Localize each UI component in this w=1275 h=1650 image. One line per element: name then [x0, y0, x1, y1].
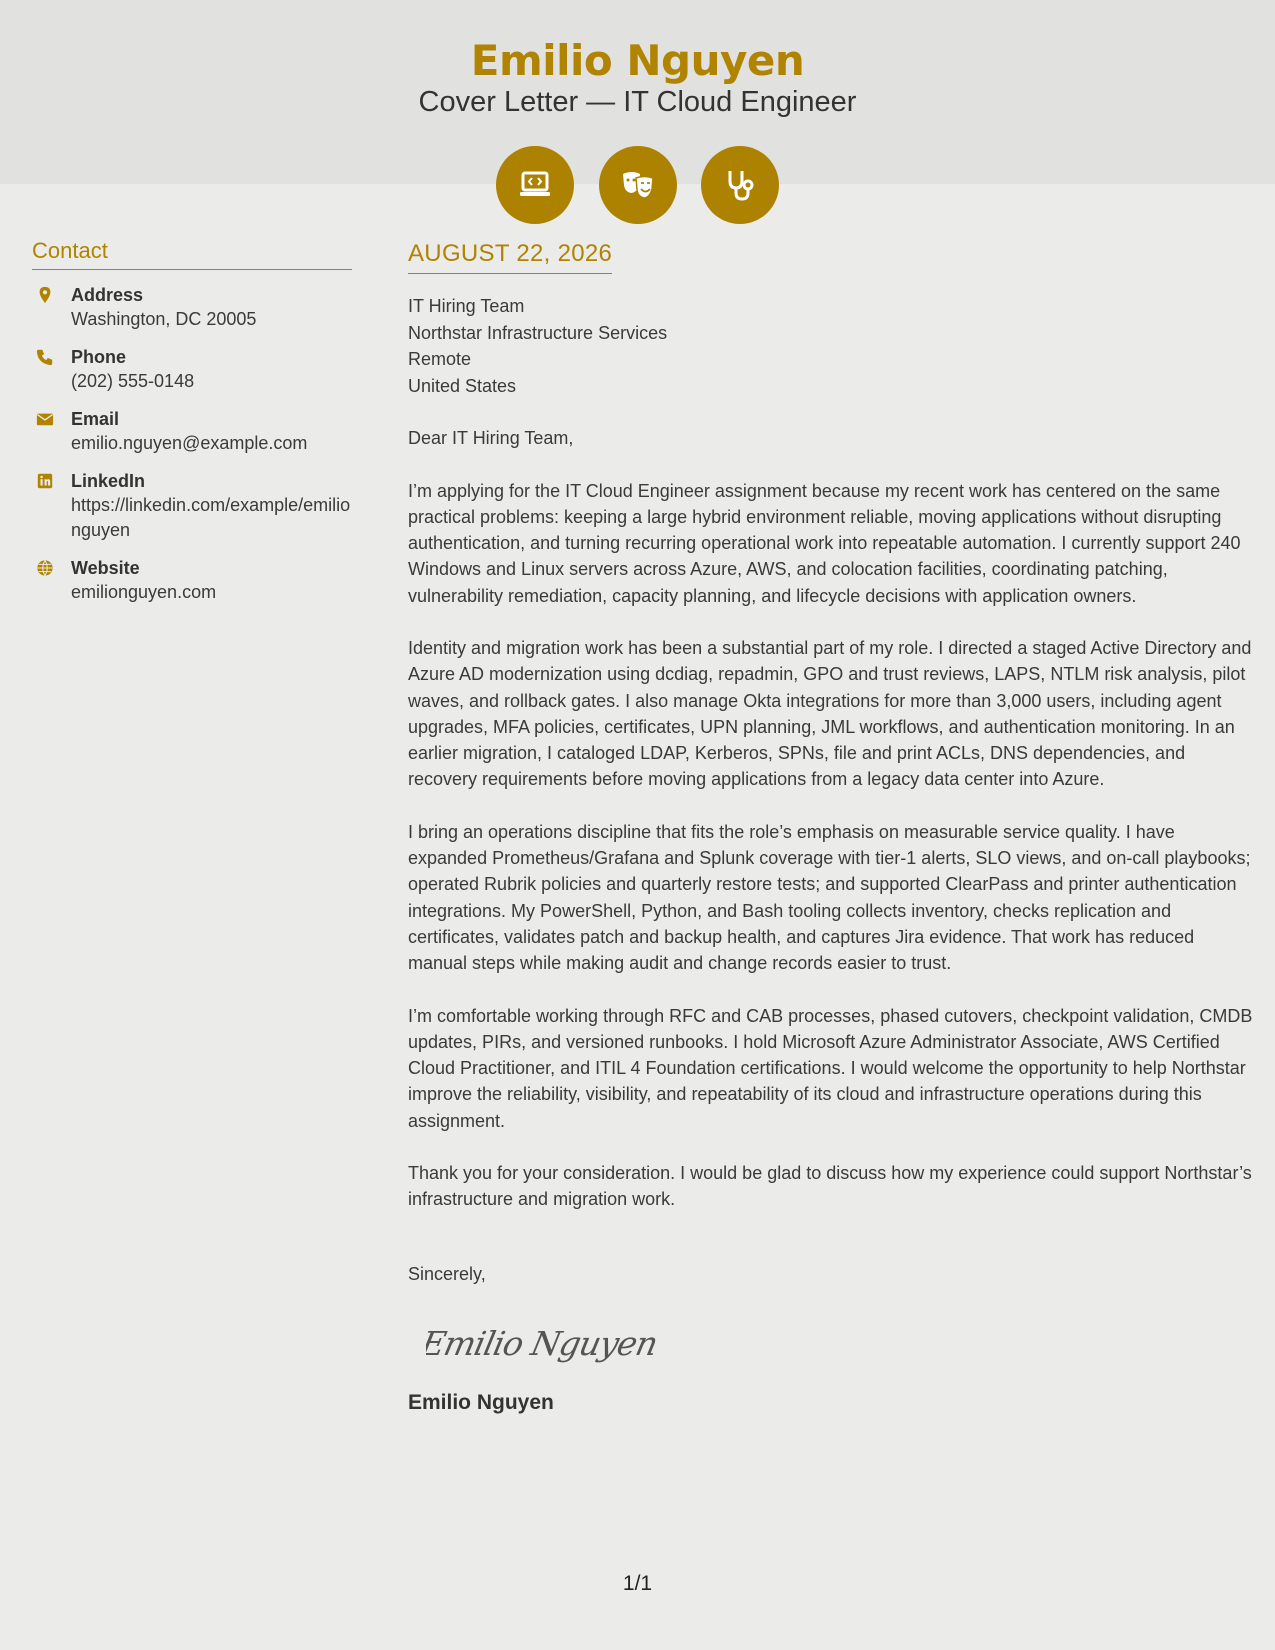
recipient-line: Northstar Infrastructure Services [408, 322, 668, 343]
page-number: 1/1 [622, 1572, 653, 1595]
contact-email [32, 407, 352, 456]
phone-icon [35, 347, 55, 367]
contact-sidebar [32, 238, 352, 605]
contact-value: emilio.nguyen@example.com [71, 433, 308, 453]
contact-linkedin [32, 469, 352, 543]
recipient-line: Remote [408, 349, 472, 369]
letter-date: AUGUST 22, 2026 [408, 240, 612, 274]
contact-address [32, 283, 352, 332]
recipient-line: United States [408, 375, 517, 396]
contact-value[interactable]: emilionguyen.com [71, 582, 217, 602]
contact-website [32, 556, 352, 605]
contact-value[interactable]: https://linkedin.com/example/emilionguyen [71, 495, 351, 540]
signer-name: Emilio Nguyen [408, 1390, 554, 1414]
body-paragraph: I bring an operations discipline that fits the role’s emphasis on measurable service quality. I have expanded Prometheus/Grafana and Splunk coverage with tier-1 alerts, SLO views, and on-call playbooks; operated Rubrik policies and quarterly restore tests; and supported ClearPass and printer authentication integrations. My PowerShell, Python, and Bash tooling collects inventory, checks replication and certificates, validates patch and backup health, and captures Jira evidence. That work has reduced manual steps while making audit and change records easier to trust. [408, 821, 1251, 974]
contact-label: Address [71, 285, 144, 305]
document-subtitle: Cover Letter — IT Cloud Engineer [418, 86, 857, 118]
stethoscope-icon [701, 146, 779, 224]
contact-label: Email [71, 409, 120, 429]
recipient-block [408, 293, 1253, 399]
body-paragraph: Thank you for your consideration. I would be glad to discuss how my experience could support Northstar’s infrastructure and migration work. [408, 1163, 1252, 1210]
signature-text: Emilio Nguyen [426, 1323, 661, 1363]
letter-body [408, 240, 1253, 1415]
contact-label: LinkedIn [71, 471, 146, 491]
body-paragraph: Identity and migration work has been a substantial part of my role. I directed a staged Active Directory and Azure AD modernization using dcdiag, repadmin, GPO and trust reviews, LAPS, NTLM risk analysis, pilot waves, and rollback gates. I also manage Okta integrations for more than 3,000 users, including agent upgrades, MFA policies, certificates, UPN planning, JML workflows, and authentication monitoring. In an earlier migration, I cataloged LDAP, Kerberos, SPNs, file and print ACLs, DNS dependencies, and recovery requirements before moving applications from a legacy data center into Azure. [408, 637, 1252, 790]
theater-masks-icon [599, 146, 677, 224]
contact-heading: Contact [32, 238, 352, 270]
map-marker-icon [35, 285, 55, 305]
contact-value: (202) 555-0148 [71, 371, 195, 391]
header-icons [0, 146, 1275, 224]
contact-phone [32, 345, 352, 394]
handwritten-signature [426, 1313, 1253, 1373]
body-paragraph: I’m comfortable working through RFC and CAB processes, phased cutovers, checkpoint validation, CMDB updates, PIRs, and versioned runbooks. I hold Microsoft Azure Administrator Associate, AWS Certified Cloud Practitioner, and ITIL 4 Foundation certifications. I would welcome the opportunity to help Northstar improve the reliability, visibility, and repeatability of its cloud and infrastructure operations during this assignment. [408, 1005, 1253, 1131]
body-paragraph: I’m applying for the IT Cloud Engineer assignment because my recent work has centered on the same practical problems: keeping a large hybrid environment reliable, moving applications without disrupting authentication, and turning recurring operational work into repeatable automation. I currently support 240 Windows and Linux servers across Azure, AWS, and colocation facilities, coordinating patching, vulnerability remediation, capacity planning, and lifecycle decisions with application owners. [408, 480, 1241, 606]
globe-icon [35, 558, 55, 578]
laptop-code-icon [496, 146, 574, 224]
contact-label: Website [71, 558, 140, 578]
contact-label: Phone [71, 347, 127, 367]
recipient-line: IT Hiring Team [408, 296, 525, 316]
applicant-name: Emilio Nguyen [470, 36, 805, 85]
closing: Sincerely, [408, 1263, 486, 1284]
salutation: Dear IT Hiring Team, [408, 428, 574, 448]
linkedin-icon [35, 471, 55, 491]
contact-value: Washington, DC 20005 [71, 309, 257, 329]
envelope-icon [35, 409, 55, 429]
